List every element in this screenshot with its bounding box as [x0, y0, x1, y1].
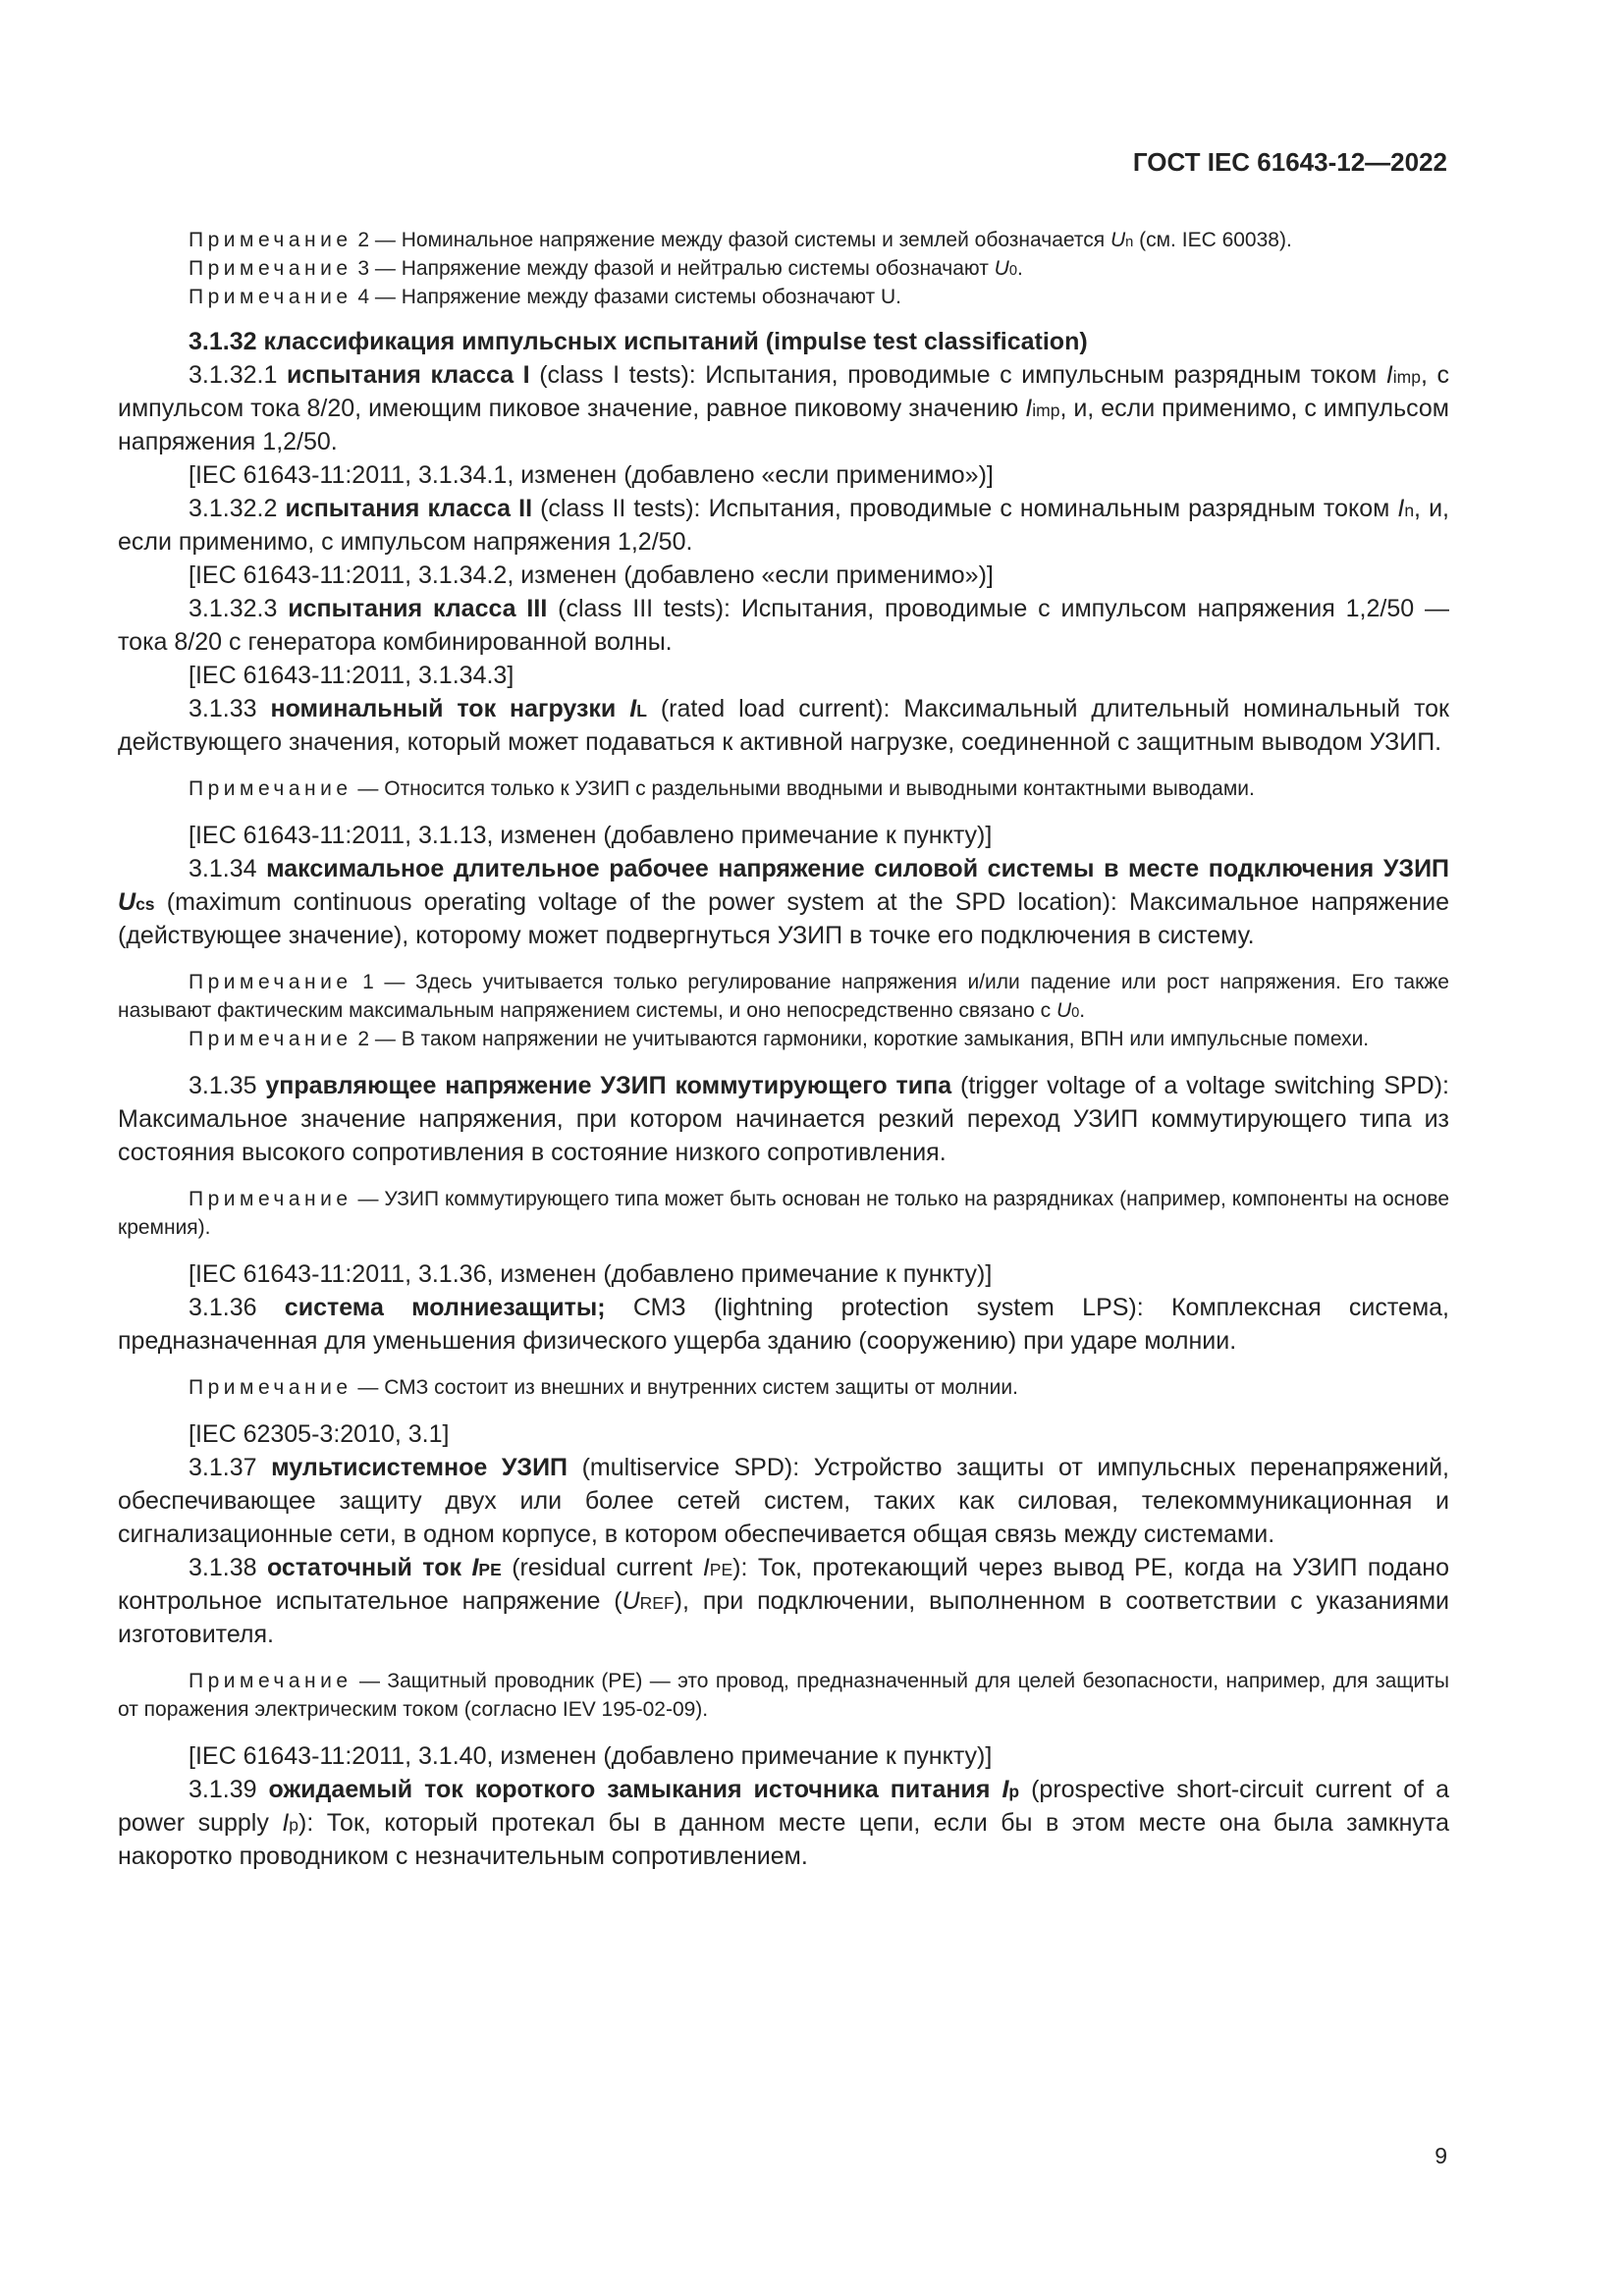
symbol: U	[622, 1587, 640, 1615]
clause-3-1-32-3	[118, 592, 1449, 659]
note-label: Примечание	[189, 229, 352, 251]
symbol: U	[118, 888, 136, 916]
subscript: 0	[1071, 1005, 1080, 1021]
term: мультисистемное УЗИП	[271, 1454, 568, 1481]
symbol: I	[1385, 361, 1393, 389]
symbol: I	[1001, 1776, 1009, 1803]
note-text: 1 — Здесь учитывается только регулирование напряжения и/или падение или рост напряжения. Его также называют фактическим максимальным напряжением системы, и оно непосредственно связано с	[118, 971, 1449, 1022]
reference: [IEC 61643-11:2011, 3.1.13, изменен (добавлено примечание к пункту)]	[189, 822, 993, 849]
note-text: 4 — Напряжение между фазами системы обозначают U.	[352, 286, 902, 308]
clause-3-1-39	[118, 1773, 1449, 1873]
note-text: 2 — Номинальное напряжение между фазой системы и землей обозначается	[352, 229, 1110, 251]
clause-number: 3.1.35	[189, 1072, 266, 1099]
note-3	[118, 254, 1449, 283]
note-4	[118, 283, 1449, 311]
symbol: I	[1397, 495, 1405, 522]
clause-text: , с импульсом тока 8/20, имеющим пиковое значение, равное пиковому значению	[118, 361, 1449, 422]
symbol: I	[1025, 395, 1033, 422]
clause-number: 3.1.33	[189, 695, 271, 722]
clause-3-1-34	[118, 852, 1449, 952]
clause-text: ), при подключении, выполненном в соответствии с указаниями изготовителя.	[118, 1587, 1449, 1648]
note-3-1-34-2	[118, 1025, 1449, 1053]
clause-text: (class II tests): Испытания, проводимые с номинальным разрядным током	[532, 495, 1398, 522]
symbol: U	[994, 257, 1009, 280]
note-label: Примечание	[189, 257, 352, 280]
subscript: PE	[709, 1560, 733, 1579]
subscript: PE	[478, 1560, 502, 1579]
clause-text: (trigger voltage of a voltage switching SPD): Максимальное значение напряжения, при котором начинается резкий переход УЗИП коммутирующего типа из состояния высокого сопротивления в состояние низкого сопротивления.	[118, 1072, 1450, 1166]
note-3-1-34-1	[118, 968, 1449, 1025]
term: испытания класса I	[286, 361, 530, 389]
symbol: I	[282, 1809, 290, 1837]
clause-text: (prospective short-circuit current of a power supply	[118, 1776, 1449, 1837]
subscript: n	[1125, 235, 1134, 250]
symbol: U	[1056, 999, 1072, 1022]
document-header: ГОСТ IEC 61643-12—2022	[1132, 147, 1447, 177]
note-text: — Относится только к УЗИП с раздельными вводными и выводными контактными выводами.	[352, 777, 1255, 800]
clause-number: 3.1.32.1	[189, 361, 287, 389]
symbol: I	[702, 1554, 710, 1581]
term: максимальное длительное рабочее напряжение силовой системы в месте подключения УЗИП	[266, 855, 1450, 882]
subscript: n	[1404, 501, 1415, 520]
page-number: 9	[1435, 2143, 1447, 2168]
subscript: REF	[639, 1593, 675, 1613]
term: ожидаемый ток короткого замыкания источника питания	[268, 1776, 1002, 1803]
clause-number: 3.1.34	[189, 855, 267, 882]
note-text: (см. IEC 60038).	[1133, 229, 1292, 251]
note-text: .	[1017, 257, 1023, 280]
note-text: — СМЗ состоит из внешних и внутренних систем защиты от молнии.	[352, 1376, 1018, 1399]
clause-3-1-35	[118, 1069, 1449, 1169]
clause-text: (multiservice SPD): Устройство защиты от импульсных перенапряжений, обеспечивающее защиту двух или более сетей систем, таких как силовая, телекоммуникационная и сигнализационные сети, в одном корпусе, в котором обеспечивается общая связь между системами.	[118, 1454, 1450, 1548]
subscript: cs	[135, 894, 155, 914]
subscript: L	[636, 701, 647, 721]
term: номинальный ток нагрузки	[270, 695, 630, 722]
term: испытания класса II	[285, 495, 533, 522]
subscript: 0	[1008, 263, 1018, 279]
note-text: .	[1079, 999, 1086, 1022]
symbol: I	[471, 1554, 479, 1581]
clause-text: , и, если применимо, с импульсом напряжения 1,2/50.	[118, 495, 1449, 556]
note-label: Примечание	[189, 1188, 352, 1210]
clause-3-1-38	[118, 1551, 1449, 1651]
note-label: Примечание	[189, 286, 352, 308]
reference: [IEC 61643-11:2011, 3.1.36, изменен (добавлено примечание к пункту)]	[189, 1260, 993, 1288]
note-2	[118, 226, 1449, 254]
clause-text: , и, если применимо, с импульсом напряжения 1,2/50.	[118, 395, 1449, 455]
page-content	[118, 226, 1449, 1873]
clause-3-1-33	[118, 692, 1449, 759]
note-3-1-38	[118, 1667, 1449, 1724]
reference: [IEC 62305-3:2010, 3.1]	[189, 1420, 450, 1448]
subscript: p	[289, 1815, 298, 1835]
clause-text: (maximum continuous operating voltage of the power system at the SPD location): Максимальное напряжение (действующее значение), которому может подвергнуться УЗИП в точке его подключения в систему.	[118, 888, 1449, 949]
clause-3-1-37	[118, 1451, 1449, 1551]
clause-text: (residual current	[501, 1554, 703, 1581]
clause-3-1-32-1	[118, 358, 1449, 458]
term: система молниезащиты;	[284, 1294, 606, 1321]
clause-text: (class I tests): Испытания, проводимые с импульсным разрядным током	[529, 361, 1386, 389]
note-3-1-35	[118, 1185, 1449, 1242]
note-label: Примечание	[189, 1028, 352, 1050]
reference: [IEC 61643-11:2011, 3.1.40, изменен (добавлено примечание к пункту)]	[189, 1742, 993, 1770]
note-text: 2 — В таком напряжении не учитываются гармоники, короткие замыкания, ВПН или импульсные помехи.	[352, 1028, 1370, 1050]
note-label: Примечание	[189, 971, 352, 993]
clause-number: 3.1.39	[189, 1776, 269, 1803]
clause-number: 3.1.37	[189, 1454, 272, 1481]
note-text: — УЗИП коммутирующего типа может быть основан не только на разрядниках (например, компоненты на основе кремния).	[118, 1188, 1449, 1239]
subscript: imp	[1392, 367, 1421, 387]
note-label: Примечание	[189, 1376, 352, 1399]
clause-number: 3.1.38	[189, 1554, 267, 1581]
clause-3-1-32-2	[118, 492, 1449, 559]
note-text: — Защитный проводник (PE) — это провод, предназначенный для целей безопасности, например, для защиты от поражения электрическим током (согласно IEV 195-02-09).	[118, 1670, 1449, 1721]
note-3-1-36	[118, 1373, 1449, 1402]
term: остаточный ток	[266, 1554, 472, 1581]
note-label: Примечание	[189, 777, 352, 800]
subscript: imp	[1032, 400, 1060, 420]
term: испытания класса III	[288, 595, 548, 622]
clause-3-1-36	[118, 1291, 1449, 1358]
clause-text: (class III tests): Испытания, проводимые с импульсом напряжения 1,2/50 — тока 8/20 с генератора комбинированной волны.	[118, 595, 1449, 656]
subscript: p	[1008, 1782, 1020, 1801]
reference: [IEC 61643-11:2011, 3.1.34.1, изменен (добавлено «если применимо»)]	[189, 461, 994, 489]
note-3-1-33	[118, 774, 1449, 803]
clause-text: СМЗ (lightning protection system LPS): Комплексная система, предназначенная для уменьшения физического ущерба зданию (сооружению) при ударе молнии.	[118, 1294, 1449, 1355]
clause-text: ): Ток, который протекал бы в данном месте цепи, если бы в этом месте она была замкнута накоротко проводником с незначительным сопротивлением.	[118, 1809, 1450, 1870]
reference: [IEC 61643-11:2011, 3.1.34.2, изменен (добавлено «если применимо»)]	[189, 561, 994, 589]
clause-text: (rated load current): Максимальный длительный номинальный ток действующего значения, который может подаваться к активной нагрузке, соединенной с защитным выводом УЗИП.	[118, 695, 1449, 756]
term: управляющее напряжение УЗИП коммутирующего типа	[265, 1072, 952, 1099]
clause-number: 3.1.32.2	[189, 495, 286, 522]
clause-number: 3.1.36	[189, 1294, 285, 1321]
note-label: Примечание	[189, 1670, 352, 1692]
note-text: 3 — Напряжение между фазой и нейтралью системы обозначают	[352, 257, 995, 280]
symbol: U	[1110, 229, 1126, 251]
reference: [IEC 61643-11:2011, 3.1.34.3]	[189, 662, 514, 689]
symbol: I	[629, 695, 637, 722]
clause-number: 3.1.32.3	[189, 595, 289, 622]
clause-text: ): Ток, протекающий через вывод PE, когда на УЗИП подано контрольное испытательное напряжение (	[118, 1554, 1450, 1615]
heading-3-1-32: 3.1.32 классификация импульсных испытаний (impulse test classification)	[189, 328, 1088, 355]
